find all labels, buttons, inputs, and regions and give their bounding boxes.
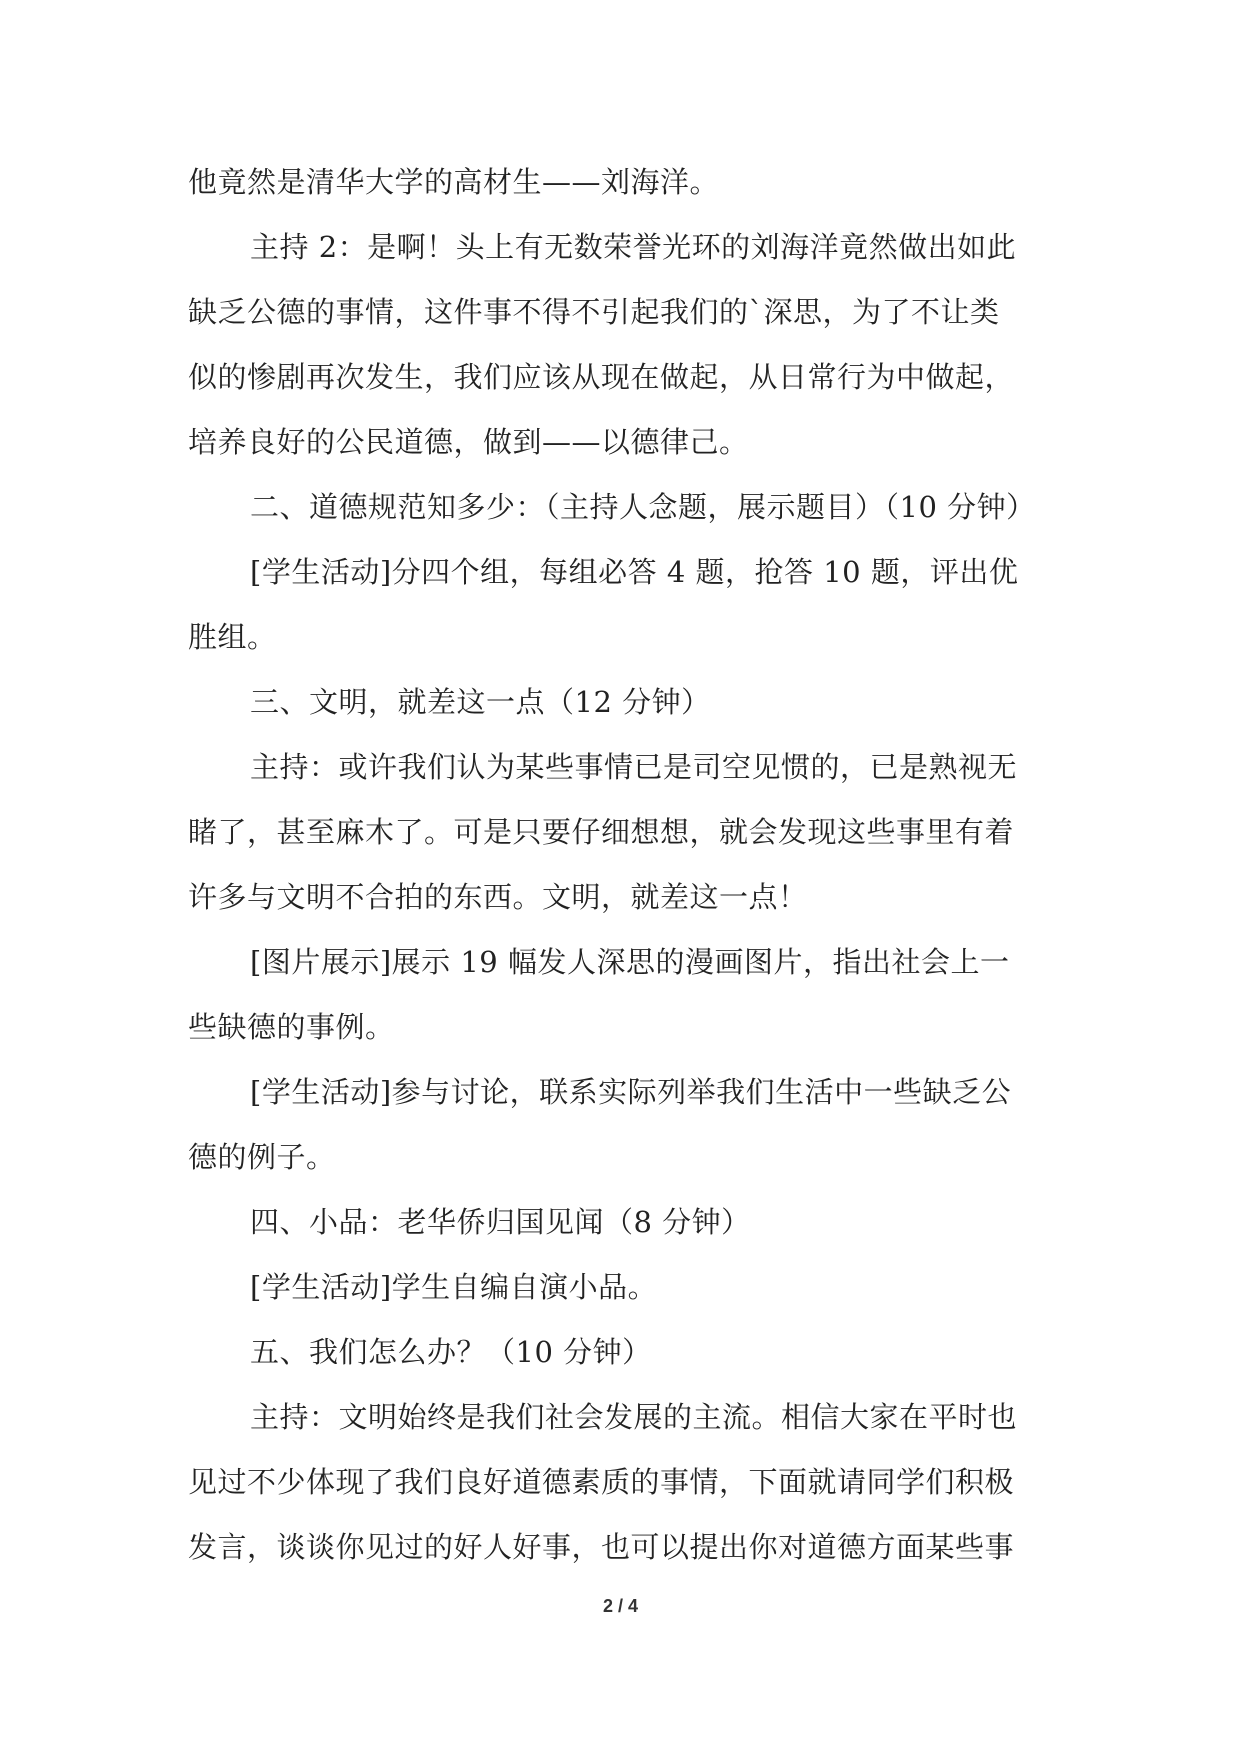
section-heading: 五、我们怎么办？（10 分钟）: [250, 1335, 652, 1369]
text-line: 缺乏公德的事情，这件事不得不引起我们的`深思，为了不让类: [188, 295, 1000, 329]
text-line: 他竟然是清华大学的高材生——刘海洋。: [188, 165, 720, 199]
text-line: 胜组。: [188, 620, 277, 654]
text-line: 睹了，甚至麻木了。可是只要仔细想想，就会发现这些事里有着: [188, 815, 1015, 849]
text-line: 许多与文明不合拍的东西。文明，就差这一点！: [188, 880, 808, 914]
body-text: [188, 150, 1073, 1580]
page-number: 2 / 4: [602, 1596, 639, 1616]
text-line: 发言，谈谈你见过的好人好事，也可以提出你对道德方面某些事: [188, 1530, 1015, 1564]
text-line: [图片展示]展示 19 幅发人深思的漫画图片，指出社会上一: [250, 945, 1010, 979]
text-line: 主持：文明始终是我们社会发展的主流。相信大家在平时也: [250, 1400, 1018, 1434]
text-line: 见过不少体现了我们良好道德素质的事情，下面就请同学们积极: [188, 1465, 1015, 1499]
text-line: 主持：或许我们认为某些事情已是司空见惯的，已是熟视无: [250, 750, 1018, 784]
text-line: 培养良好的公民道德，做到——以德律己。: [188, 425, 749, 459]
text-line: 德的例子。: [188, 1140, 336, 1174]
section-heading: 二、道德规范知多少：（主持人念题，展示题目）（10 分钟）: [250, 490, 1036, 524]
text-line: 主持 2：是啊！头上有无数荣誉光环的刘海洋竟然做出如此: [250, 230, 1017, 264]
section-heading: 三、文明，就差这一点（12 分钟）: [250, 685, 711, 719]
text-line: 些缺德的事例。: [188, 1010, 395, 1044]
section-heading: 四、小品：老华侨归国见闻（8 分钟）: [250, 1205, 751, 1239]
text-line: [学生活动]参与讨论，联系实际列举我们生活中一些缺乏公: [250, 1075, 1012, 1109]
text-line: [学生活动]分四个组，每组必答 4 题，抢答 10 题，评出优: [250, 555, 1019, 589]
text-line: [学生活动]学生自编自演小品。: [250, 1270, 658, 1304]
text-line: 似的惨剧再次发生，我们应该从现在做起，从日常行为中做起，: [188, 360, 1015, 394]
